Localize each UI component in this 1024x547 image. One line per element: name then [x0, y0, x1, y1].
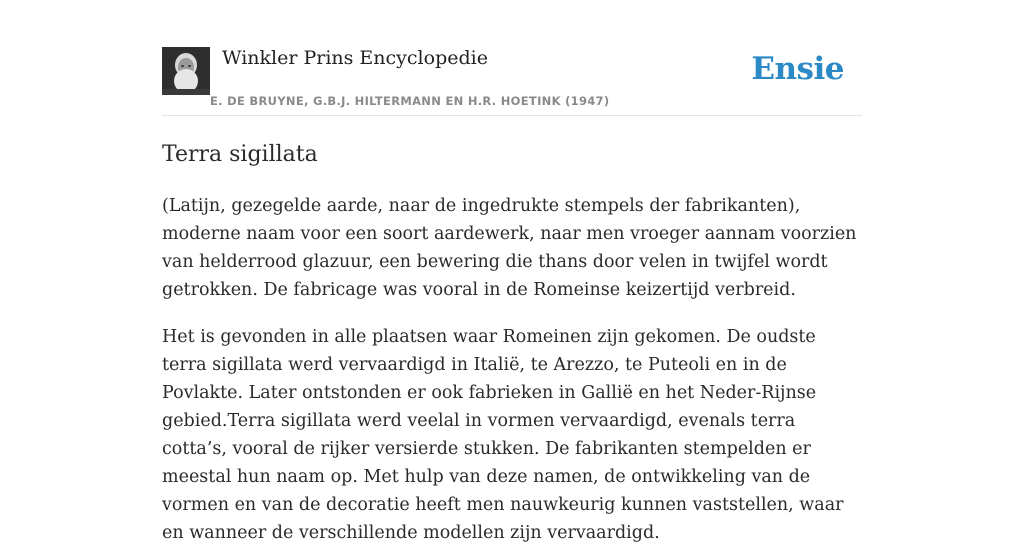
- article-paragraph-1: (Latijn, gezegelde aarde, naar de ingedrukte stempels der fabrikanten), moderne naam voor een soort aardewerk, naar men vroeger aannam voorzien van helderrood glazuur, een bewering die thans door velen in twijfel wordt getrokken. De fabricage was vooral in de Romeinse keizertijd verbreid.: [162, 196, 857, 300]
- source-header: [162, 0, 862, 116]
- ensie-logo[interactable]: Ensie: [751, 51, 844, 87]
- author-portrait-icon[interactable]: [162, 47, 210, 95]
- site-title[interactable]: Winkler Prins Encyclopedie: [222, 47, 488, 69]
- article-title: Terra sigillata: [162, 142, 318, 167]
- content-column: [162, 0, 862, 543]
- article-paragraph-2: Het is gevonden in alle plaatsen waar Romeinen zijn gekomen. De oudste terra sigillata werd vervaardigd in Italië, te Arezzo, te Puteoli en in de Povlakte. Later ontstonden er ook fabrieken in Gallië en het Neder-Rijnse gebied.Terra sigillata werd veelal in vormen vervaardigd, evenals terra cotta’s, vooral de rijker versierde stukken. De fabrikanten stempelden er meestal hun naam op. Met hulp van deze namen, de ontwikkeling van de vormen en van de decoratie heeft men nauwkeurig kunnen vaststellen, waar en wanneer de verschillende modellen zijn vervaardigd.: [162, 327, 844, 543]
- author-credit: E. DE BRUYNE, G.B.J. HILTERMANN EN H.R. HOETINK (1947): [210, 94, 610, 108]
